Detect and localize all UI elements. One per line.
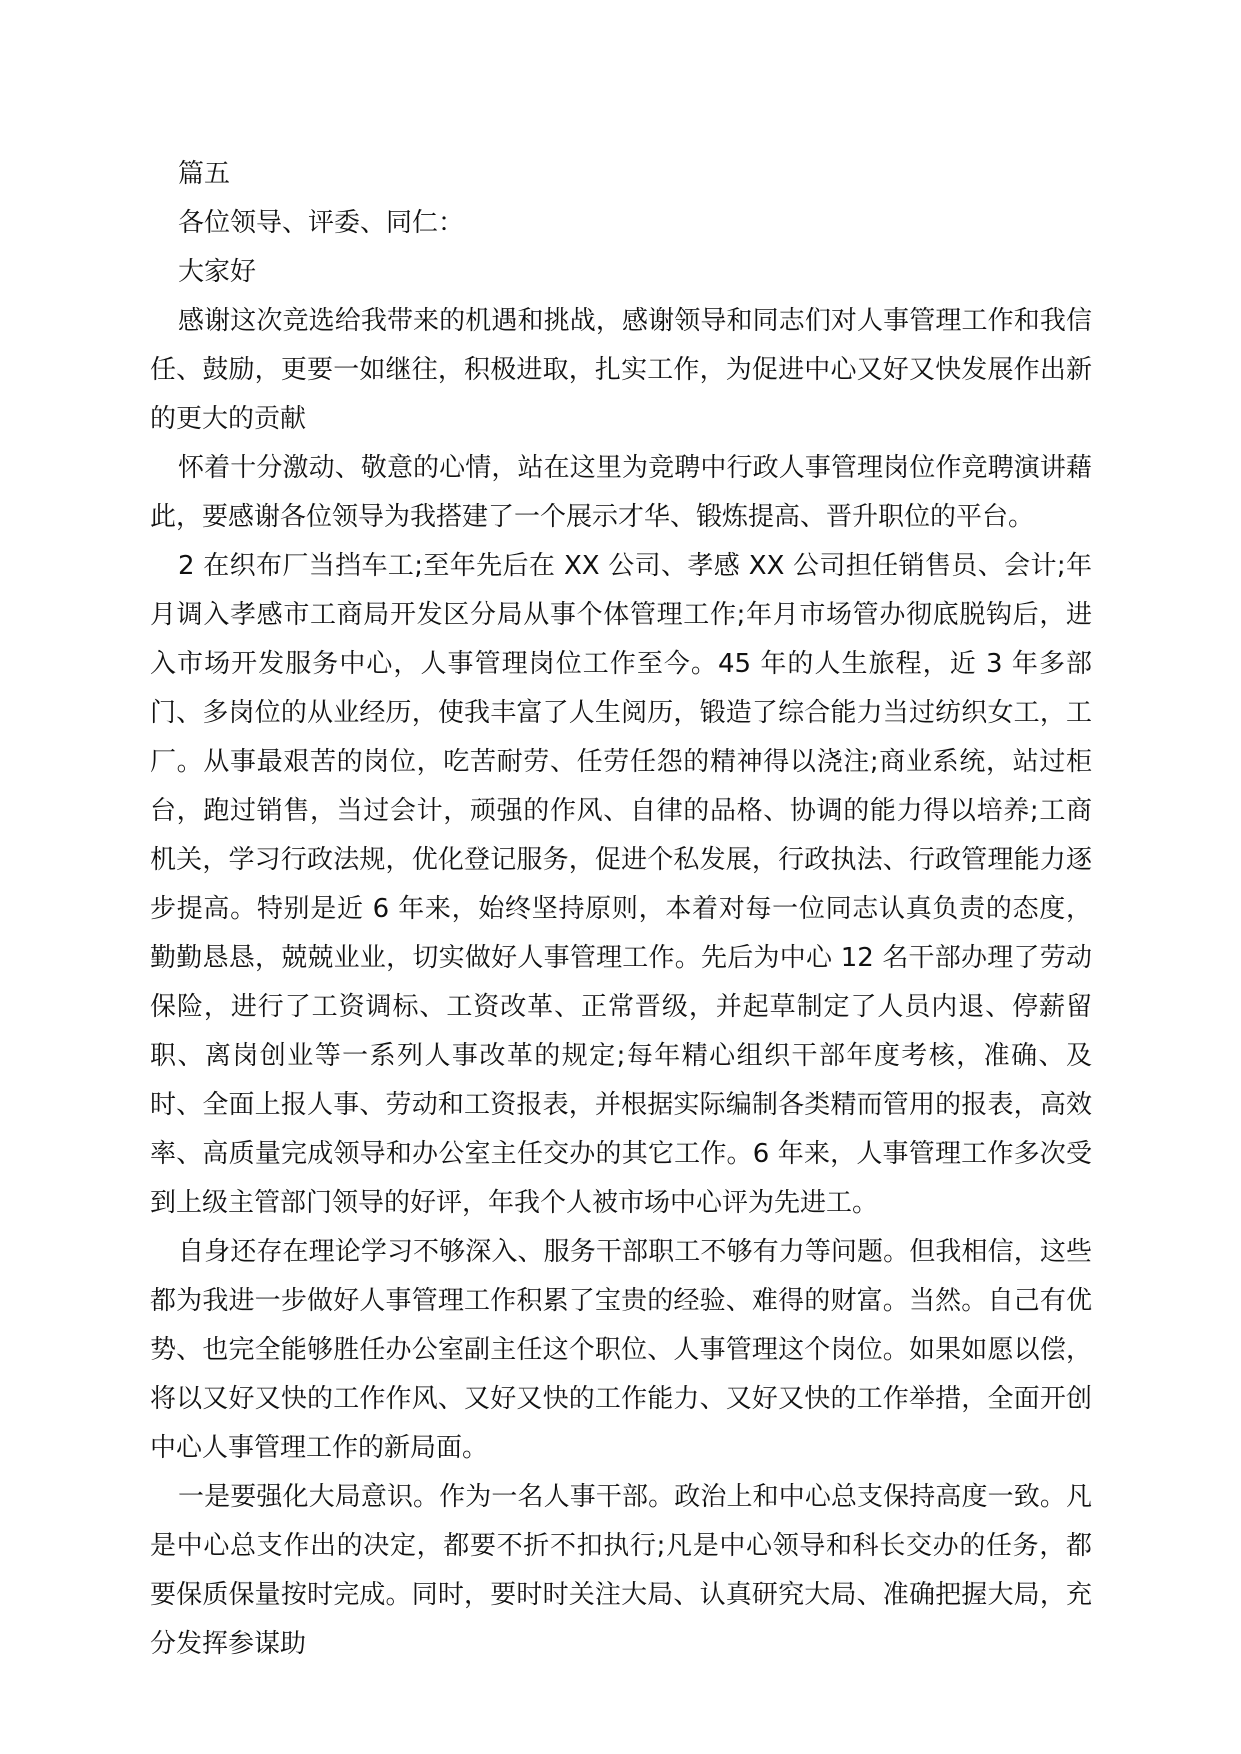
paragraph-plan-one: 一是要强化大局意识。作为一名人事干部。政治上和中心总支保持高度一致。凡是中心总支作出的决定，都要不折不扣执行;凡是中心领导和科长交办的任务，都要保质保量按时完成。同时，要时时关注大局、认真研究大局、准确把握大局，充分发挥参谋助 — [150, 1482, 1092, 1659]
paragraph-work-history: 2 在织布厂当挡车工;至年先后在 XX 公司、孝感 XX 公司担任销售员、会计;年月调入孝感市工商局开发区分局从事个体管理工作;年月市场管办彻底脱钩后，进入市场开发服务中心，人事管理岗位工作至今。45 年的人生旅程，近 3 年多部门、多岗位的从业经历，使我丰富了人生阅历，锻造了综合能力当过纺织女工，工厂。从事最艰苦的岗位，吃苦耐劳、任劳任怨的精神得以浇注;商业系统，站过柜台，跑过销售，当过会计，顽强的作风、自律的品格、协调的能力得以培养;工商机关，学习行政法规，优化登记服务，促进个私发展，行政执法、行政管理能力逐步提高。特别是近 6 年来，始终坚持原则，本着对每一位同志认真负责的态度，勤勤恳恳，兢兢业业，切实做好人事管理工作。先后为中心 12 名干部办理了劳动保险，进行了工资调标、工资改革、正常晋级，并起草制定了人员内退、停薪留职、离岗创业等一系列人事改革的规定;每年精心组织干部年度考核，准确、及时、全面上报人事、劳动和工资报表，并根据实际编制各类精而管用的报表，高效率、高质量完成领导和办公室主任交办的其它工作。6 年来，人事管理工作多次受到上级主管部门领导的好评，年我个人被市场中心评为先进工。 — [150, 551, 1092, 1218]
paragraph-introduction: 怀着十分激动、敬意的心情，站在这里为竞聘中行政人事管理岗位作竞聘演讲藉此，要感谢各位领导为我搭建了一个展示才华、锻炼提高、晋升职位的平台。 — [150, 453, 1092, 532]
greeting: 大家好 — [178, 257, 257, 287]
document-page — [150, 150, 1092, 1669]
section-heading: 篇五 — [178, 159, 231, 189]
salutation: 各位领导、评委、同仁： — [178, 208, 465, 238]
paragraph-gratitude: 感谢这次竞选给我带来的机遇和挑战，感谢领导和同志们对人事管理工作和我信任、鼓励，更要一如继往，积极进取，扎实工作，为促进中心又好又快发展作出新的更大的贡献 — [150, 306, 1092, 434]
paragraph-self-assessment: 自身还存在理论学习不够深入、服务干部职工不够有力等问题。但我相信，这些都为我进一步做好人事管理工作积累了宝贵的经验、难得的财富。当然。自己有优势、也完全能够胜任办公室副主任这个职位、人事管理这个岗位。如果如愿以偿，将以又好又快的工作作风、又好又快的工作能力、又好又快的工作举措，全面开创中心人事管理工作的新局面。 — [150, 1237, 1092, 1463]
